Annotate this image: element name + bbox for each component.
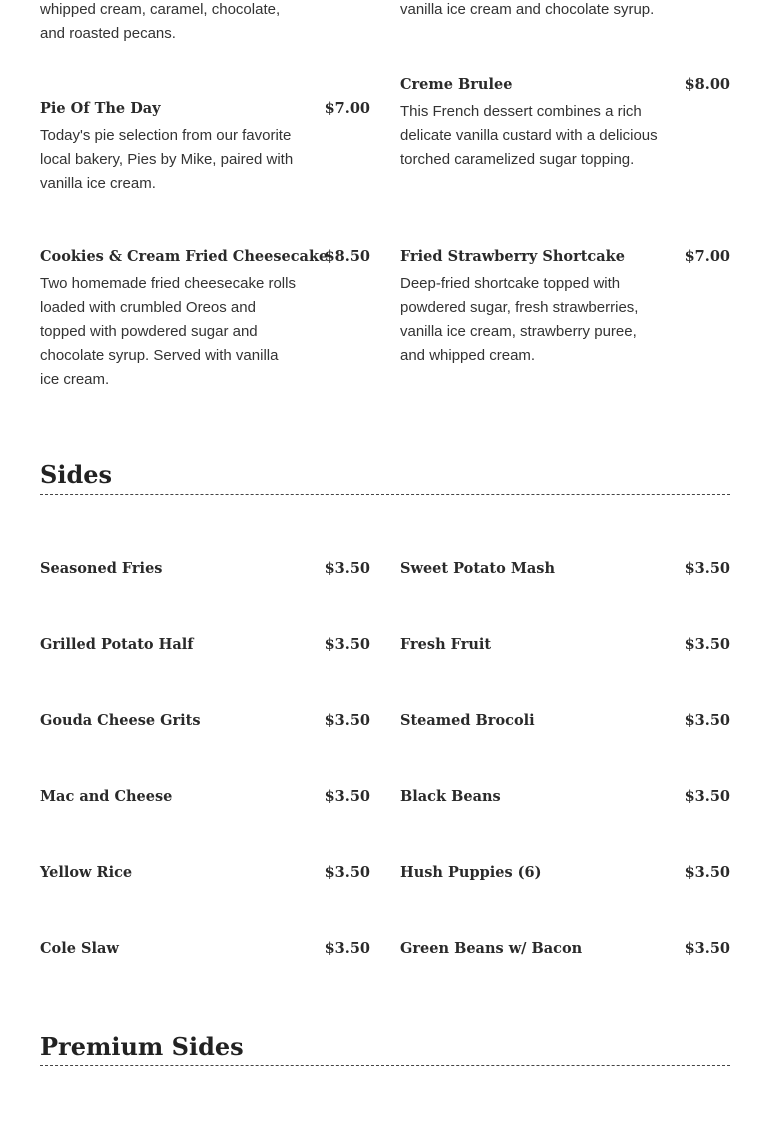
item-name: Hush Puppies (6)	[400, 864, 542, 881]
side-item	[40, 560, 370, 584]
item-name: Grilled Potato Half	[40, 636, 194, 653]
item-name: Seasoned Fries	[40, 560, 163, 577]
item-name: Steamed Brocoli	[400, 712, 535, 729]
item-price: $3.50	[324, 940, 370, 957]
side-item	[40, 636, 370, 660]
menu-item-pie-of-the-day	[40, 100, 370, 200]
item-price: $3.50	[324, 864, 370, 881]
item-price: $3.50	[684, 788, 730, 805]
item-name: Black Beans	[400, 788, 501, 805]
item-price: $7.00	[684, 248, 730, 265]
section-divider	[40, 1065, 730, 1066]
item-name: Fried Strawberry Shortcake	[400, 248, 625, 265]
item-name: Pie Of The Day	[40, 100, 161, 117]
item-price: $3.50	[684, 940, 730, 957]
side-item	[400, 560, 730, 584]
side-item	[400, 788, 730, 812]
menu-item-creme-brulee	[400, 76, 730, 196]
side-item	[400, 712, 730, 736]
item-name: Gouda Cheese Grits	[40, 712, 201, 729]
description-line: vanilla ice cream and chocolate syrup.	[400, 1, 655, 18]
section-title-sides: Sides	[40, 460, 113, 489]
menu-item-fried-strawberry-shortcake	[400, 248, 730, 368]
side-item	[40, 864, 370, 888]
menu-item-cookies-cream-fried-cheesecake	[40, 248, 370, 398]
item-price: $3.50	[324, 636, 370, 653]
side-item	[400, 940, 730, 964]
previous-item-description-right	[400, 0, 700, 22]
item-price: $8.50	[324, 248, 370, 265]
item-name: Creme Brulee	[400, 76, 513, 93]
item-description: This French dessert combines a rich delicate vanilla custard with a delicious torched caramelized sugar topping.	[400, 103, 658, 168]
item-description: Today's pie selection from our favorite local bakery, Pies by Mike, paired with vanilla ice cream.	[40, 127, 294, 192]
side-item	[40, 940, 370, 964]
item-price: $3.50	[684, 636, 730, 653]
item-price: $3.50	[324, 712, 370, 729]
side-item	[40, 788, 370, 812]
item-price: $8.00	[684, 76, 730, 93]
item-name: Fresh Fruit	[400, 636, 492, 653]
item-price: $3.50	[684, 864, 730, 881]
side-item	[400, 864, 730, 888]
item-name: Cole Slaw	[40, 940, 119, 957]
item-description: Deep-fried shortcake topped with powdered sugar, fresh strawberries, vanilla ice cream, strawberry puree, and whipped cream.	[400, 275, 639, 364]
item-name: Mac and Cheese	[40, 788, 173, 805]
description-line: whipped cream, caramel, chocolate,	[40, 1, 281, 18]
item-price: $3.50	[324, 560, 370, 577]
section-title-premium-sides: Premium Sides	[40, 1032, 244, 1061]
item-price: $7.00	[324, 100, 370, 117]
previous-item-description-left	[40, 0, 300, 46]
side-item	[40, 712, 370, 736]
side-item	[400, 636, 730, 660]
item-name: Yellow Rice	[40, 864, 133, 881]
description-line: and roasted pecans.	[40, 25, 176, 42]
section-divider	[40, 494, 730, 495]
item-name: Sweet Potato Mash	[400, 560, 555, 577]
item-price: $3.50	[684, 712, 730, 729]
item-name: Green Beans w/ Bacon	[400, 940, 583, 957]
item-description: Two homemade fried cheesecake rolls loaded with crumbled Oreos and topped with powdered sugar and chocolate syrup. Served with vanilla ice cream.	[40, 275, 296, 388]
item-price: $3.50	[324, 788, 370, 805]
item-name: Cookies & Cream Fried Cheesecake	[40, 248, 329, 265]
item-price: $3.50	[684, 560, 730, 577]
